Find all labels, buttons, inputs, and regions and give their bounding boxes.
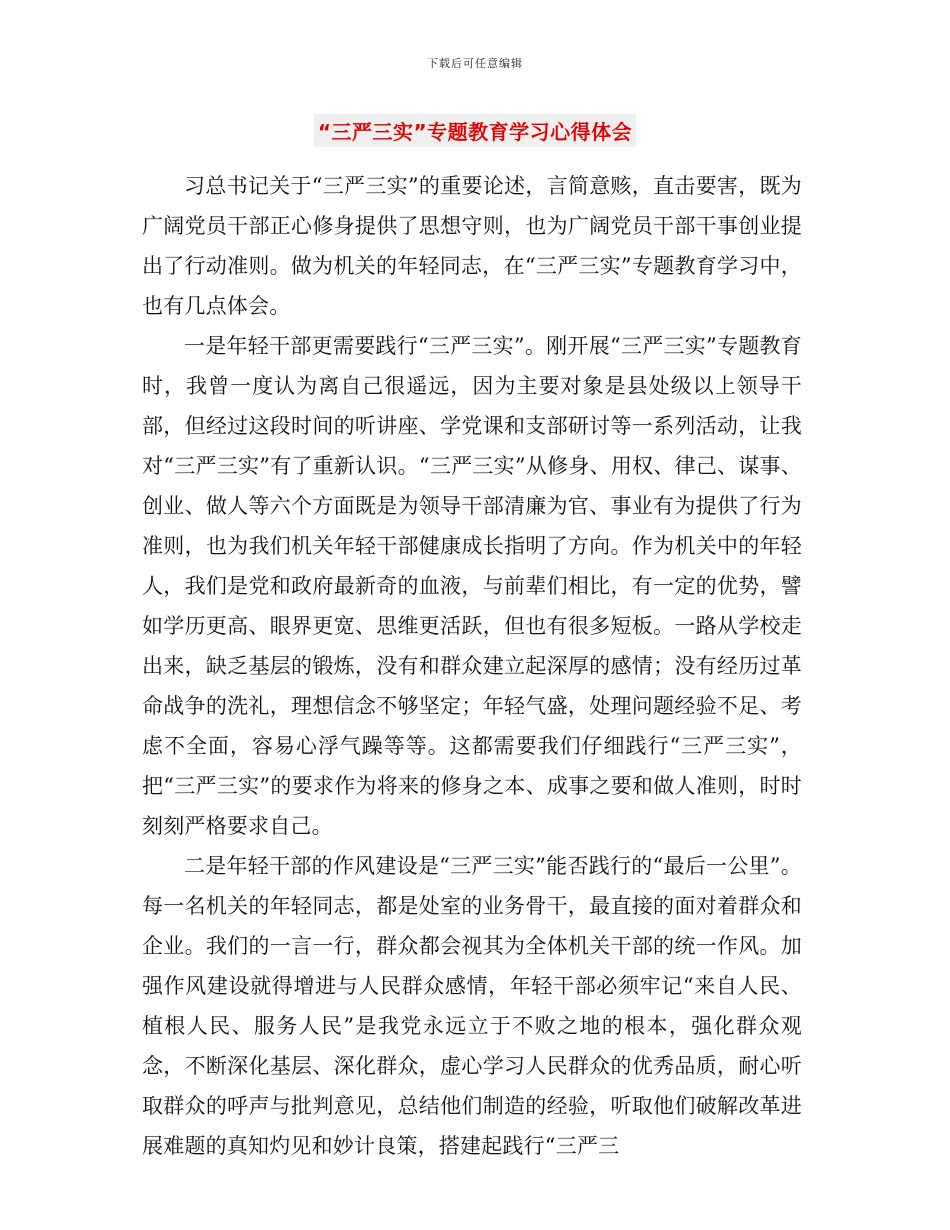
paragraph-point-one: 一是年轻干部更需要践行“三严三实”。刚开展“三严三实”专题教育时，我曾一度认为离自己很遥远，因为主要对象是县处级以上领导干部，但经过这段时间的听讲座、学党课和支部研讨等一系列活动，让我对“三严三实”有了重新认识。“三严三实”从修身、用权、律己、谋事、创业、做人等六个方面既是为领导干部清廉为官、事业有为提供了行为准则，也为我们机关年轻干部健康成长指明了方向。作为机关中的年轻人，我们是党和政府最新奇的血液，与前辈们相比，有一定的优势，譬如学历更高、眼界更宽、思维更活跃，但也有很多短板。一路从学校走出来，缺乏基层的锻炼，没有和群众建立起深厚的感情；没有经历过革命战争的洗礼，理想信念不够坚定；年轻气盛，处理问题经验不足、考虑不全面，容易心浮气躁等等。这都需要我们仔细践行“三严三实”，把“三严三实”的要求作为将来的修身之本、成事之要和做人准则，时时刻刻严格要求自己。 — [142, 334, 802, 838]
paragraph-intro: 习总书记关于“三严三实”的重要论述，言简意赅，直击要害，既为广阔党员干部正心修身提供了思想守则，也为广阔党员干部干事创业提出了行动准则。做为机关的年轻同志，在“三严三实”专题教育学习中，也有几点体会。 — [142, 174, 802, 318]
document-body — [142, 166, 802, 1166]
document-title: “三严三实”专题教育学习心得体会 — [314, 114, 636, 147]
document-title-wrapper — [0, 114, 950, 147]
paragraph-point-two: 二是年轻干部的作风建设是“三严三实”能否践行的“最后一公里”。每一名机关的年轻同志，都是处室的业务骨干，最直接的面对着群众和企业。我们的一言一行，群众都会视其为全体机关干部的统一作风。加强作风建设就得增进与人民群众感情，年轻干部必须牢记“来自人民、植根人民、服务人民”是我党永远立于不败之地的根本，强化群众观念，不断深化基层、深化群众，虚心学习人民群众的优秀品质，耐心听取群众的呼声与批判意见，总结他们制造的经验，听取他们破解改革进展难题的真知灼见和妙计良策，搭建起践行“三严三 — [142, 854, 802, 1158]
header-note: 下载后可任意编辑 — [427, 57, 523, 70]
